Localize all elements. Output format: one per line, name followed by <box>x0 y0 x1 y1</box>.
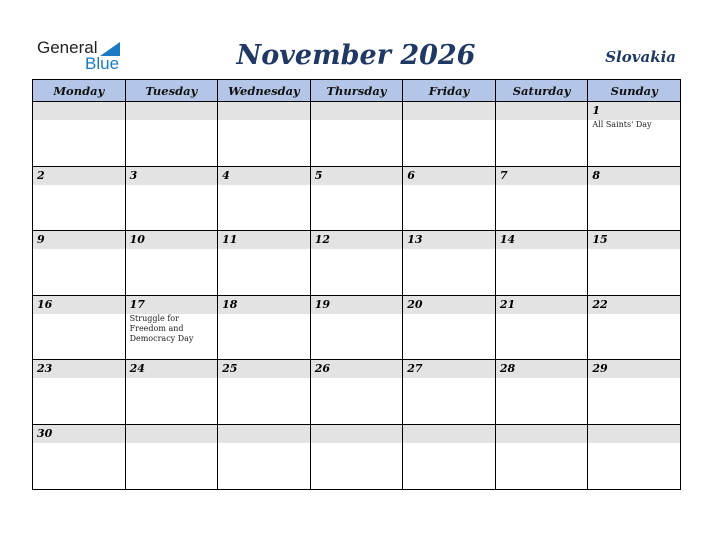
day-number <box>403 102 495 120</box>
day-number: 25 <box>218 360 310 378</box>
day-number <box>496 102 588 120</box>
day-cell <box>403 231 496 296</box>
day-cell <box>310 231 403 296</box>
day-number: 26 <box>311 360 403 378</box>
day-cell <box>125 295 218 360</box>
country-label: Slovakia <box>605 48 676 66</box>
day-cell <box>218 424 311 489</box>
day-cell <box>588 295 681 360</box>
logo-text-general: General <box>37 38 98 57</box>
day-number: 10 <box>126 231 218 249</box>
calendar-grid <box>32 79 681 490</box>
day-cell <box>125 360 218 425</box>
weekday-header-row <box>33 80 681 102</box>
week-row <box>33 102 681 167</box>
holiday-label: All Saints' Day <box>592 120 652 129</box>
day-cell <box>588 102 681 167</box>
day-cell <box>403 102 496 167</box>
day-cell <box>310 424 403 489</box>
week-row <box>33 295 681 360</box>
day-cell <box>588 360 681 425</box>
day-number <box>403 425 495 443</box>
day-cell <box>588 166 681 231</box>
day-cell <box>310 102 403 167</box>
day-number: 11 <box>218 231 310 249</box>
day-cell <box>125 166 218 231</box>
week-row <box>33 360 681 425</box>
weekday-saturday: Saturday <box>495 80 588 102</box>
day-cell <box>218 166 311 231</box>
day-cell <box>218 295 311 360</box>
day-number: 24 <box>126 360 218 378</box>
day-number <box>126 102 218 120</box>
day-number: 9 <box>33 231 125 249</box>
weekday-thursday: Thursday <box>310 80 403 102</box>
day-number: 6 <box>403 167 495 185</box>
day-cell <box>33 166 126 231</box>
day-number <box>311 425 403 443</box>
day-number: 29 <box>588 360 680 378</box>
logo-text-blue: Blue <box>85 54 120 73</box>
day-cell <box>403 166 496 231</box>
day-number: 4 <box>218 167 310 185</box>
day-number: 30 <box>33 425 125 443</box>
day-cell <box>495 424 588 489</box>
day-cell <box>495 231 588 296</box>
day-number <box>218 425 310 443</box>
page-title: November 2026 <box>236 40 476 71</box>
day-cell <box>310 166 403 231</box>
day-cell <box>495 102 588 167</box>
holiday-label: Struggle for Freedom and Democracy Day <box>129 313 194 343</box>
day-cell <box>125 231 218 296</box>
day-cell <box>310 360 403 425</box>
weekday-sunday: Sunday <box>588 80 681 102</box>
day-number: 23 <box>33 360 125 378</box>
day-number: 18 <box>218 296 310 314</box>
day-cell <box>125 102 218 167</box>
day-number: 8 <box>588 167 680 185</box>
weekday-tuesday: Tuesday <box>125 80 218 102</box>
day-cell <box>218 231 311 296</box>
day-number: 20 <box>403 296 495 314</box>
day-cell <box>310 295 403 360</box>
day-cell <box>218 360 311 425</box>
day-number <box>126 425 218 443</box>
week-row <box>33 166 681 231</box>
day-cell <box>33 295 126 360</box>
day-number: 17 <box>126 296 218 314</box>
day-number: 1 <box>588 102 680 120</box>
day-number <box>496 425 588 443</box>
day-cell <box>33 360 126 425</box>
day-cell <box>403 424 496 489</box>
day-cell <box>125 424 218 489</box>
day-cell <box>495 360 588 425</box>
day-number: 19 <box>311 296 403 314</box>
day-number <box>33 102 125 120</box>
day-number: 13 <box>403 231 495 249</box>
day-number: 15 <box>588 231 680 249</box>
day-number: 12 <box>311 231 403 249</box>
day-number: 3 <box>126 167 218 185</box>
day-number: 22 <box>588 296 680 314</box>
day-cell <box>588 424 681 489</box>
day-cell <box>495 295 588 360</box>
day-number: 28 <box>496 360 588 378</box>
day-cell <box>33 102 126 167</box>
day-cell <box>33 424 126 489</box>
weekday-monday: Monday <box>33 80 126 102</box>
day-number: 7 <box>496 167 588 185</box>
day-cell <box>403 360 496 425</box>
day-number: 21 <box>496 296 588 314</box>
weekday-friday: Friday <box>403 80 496 102</box>
weekday-wednesday: Wednesday <box>218 80 311 102</box>
day-cell <box>495 166 588 231</box>
day-cell <box>403 295 496 360</box>
day-number: 27 <box>403 360 495 378</box>
day-number: 2 <box>33 167 125 185</box>
day-number: 16 <box>33 296 125 314</box>
day-number <box>311 102 403 120</box>
day-number <box>218 102 310 120</box>
day-number <box>588 425 680 443</box>
day-cell <box>218 102 311 167</box>
week-row <box>33 424 681 489</box>
day-number: 14 <box>496 231 588 249</box>
day-number: 5 <box>311 167 403 185</box>
day-cell <box>33 231 126 296</box>
day-cell <box>588 231 681 296</box>
week-row <box>33 231 681 296</box>
